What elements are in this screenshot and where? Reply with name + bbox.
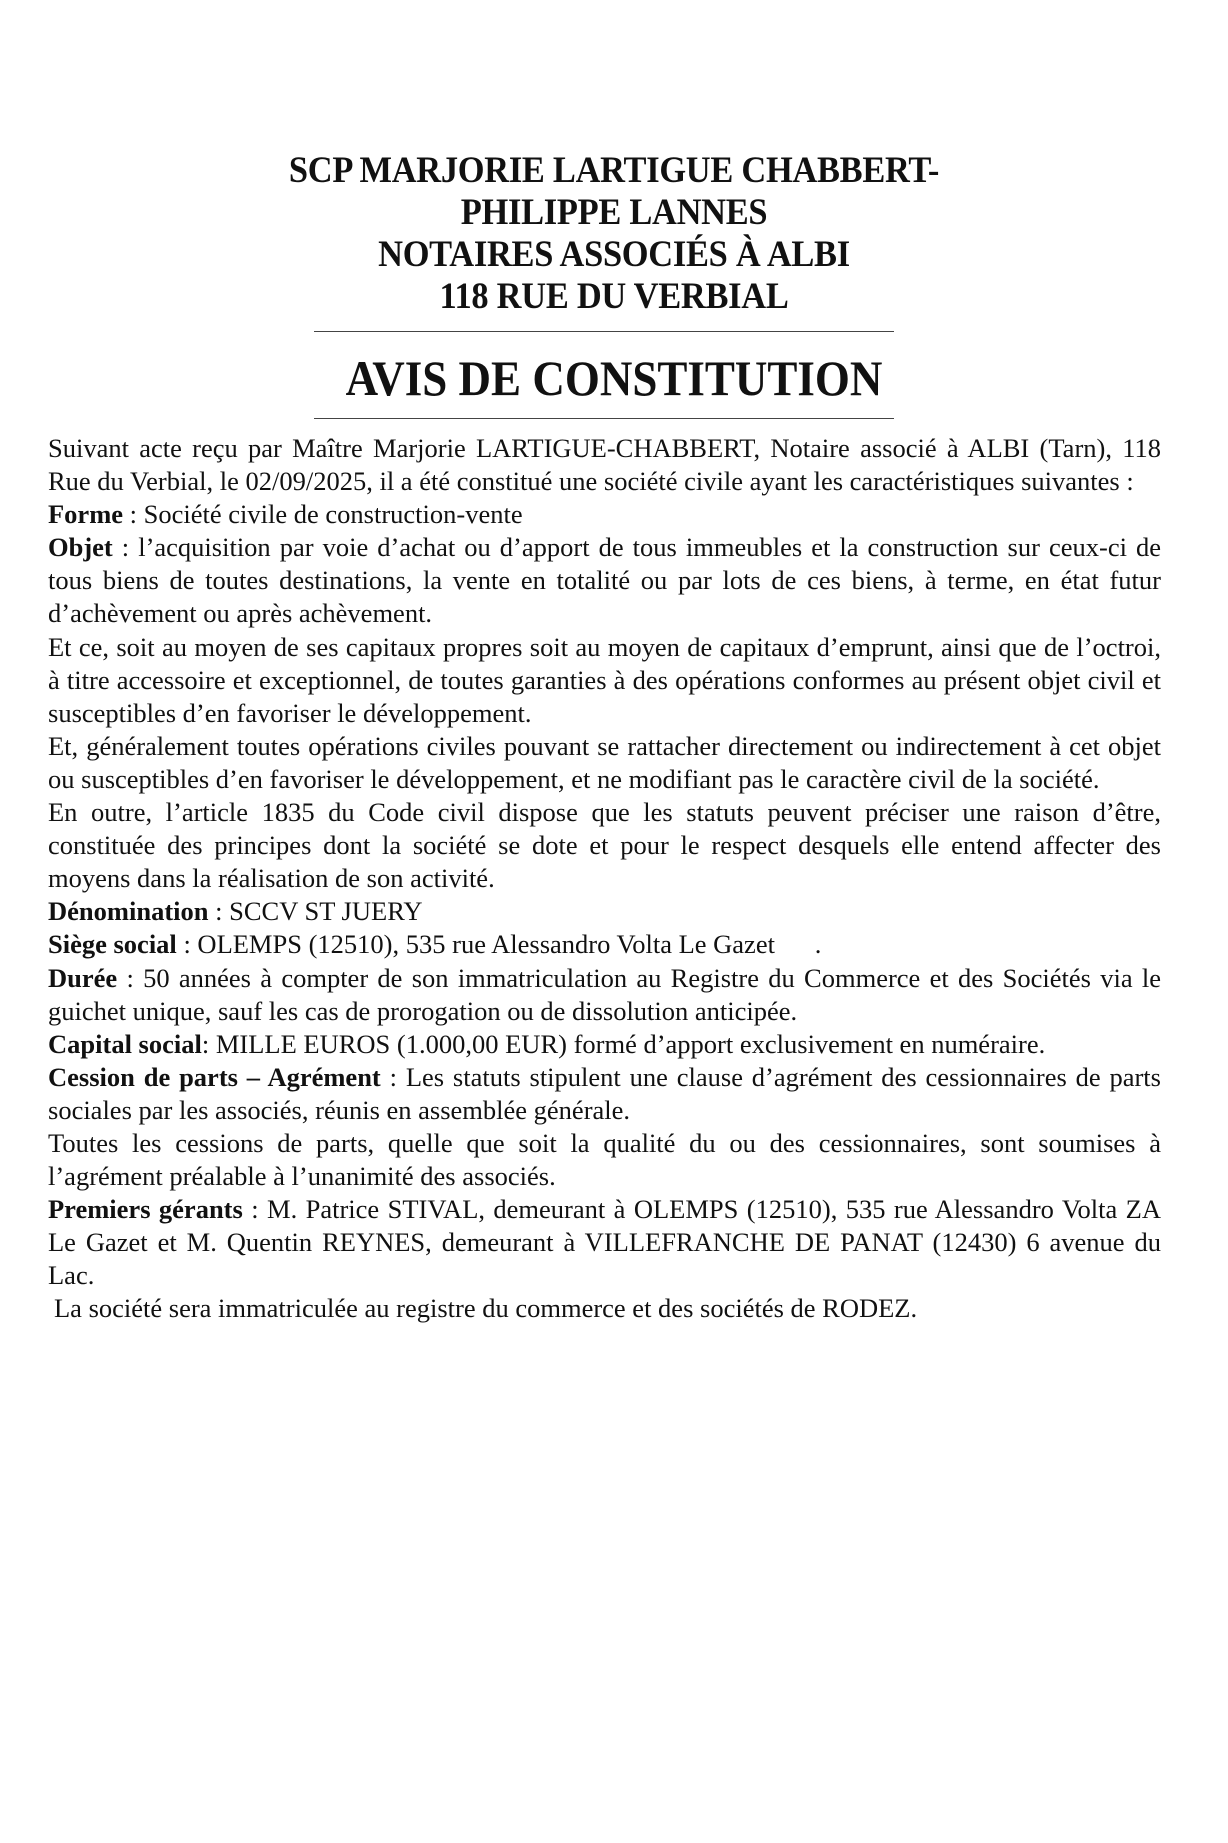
denomination-paragraph: [48, 895, 1161, 928]
notary-firm-address: 118 RUE DU VERBIAL: [439, 276, 789, 317]
forme-label: Forme: [48, 499, 124, 530]
notary-header: [0, 150, 1228, 318]
forme-value: : Société civile de construction-vente: [123, 499, 523, 530]
gerants-label: Premiers gérants: [48, 1194, 243, 1225]
denomination-value: : SCCV ST JUERY: [208, 896, 423, 927]
header-divider-top: [314, 331, 894, 332]
gerants-paragraph: [48, 1193, 1161, 1292]
objet-general-paragraph: Et, généralement toutes opérations civiles pouvant se rattacher directement ou indirectement à cet objet ou susceptibles d’en favoriser le développement, et ne modifiant pas le caractère civil de la société.: [48, 730, 1161, 794]
capital-paragraph: [48, 1028, 1161, 1061]
gerants-value: : M. Patrice STIVAL, demeurant à OLEMPS (12510), 535 rue Alessandro Volta ZA Le Gazet et M. Quentin REYNES, demeurant à VILLEFRANCHE DE PANAT (12430) 6 avenue du Lac.: [48, 1194, 1162, 1291]
capital-value: : MILLE EUROS (1.000,00 EUR) formé d’apport exclusivement en numéraire.: [201, 1028, 1046, 1059]
objet-value: : l’acquisition par voie d’achat ou d’apport de tous immeubles et la construction sur ceux-ci de tous biens de toutes destinations, la vente en totalité ou par lots de ces biens, à terme, en état futur d’achèvement ou après achèvement.: [48, 532, 1161, 629]
objet-financing-paragraph: Et ce, soit au moyen de ses capitaux propres soit au moyen de capitaux d’emprunt, ainsi que de l’octroi, à titre accessoire et exceptionnel, de toutes garanties à des opérations conformes au présent objet civil et susceptibles d’en favoriser le développement.: [48, 631, 1161, 728]
siege-value: : OLEMPS (12510), 535 rue Alessandro Volta Le Gazet .: [176, 929, 822, 960]
header-divider-bottom: [314, 418, 894, 419]
raison-detre-paragraph: En outre, l’article 1835 du Code civil dispose que les statuts peuvent préciser une raison d’être, constituée des principes dont la société se dote et pour le respect desquels elle entend affecter des moyens dans la réalisation de son activité.: [48, 797, 1161, 894]
notary-firm-name-line-2: PHILIPPE LANNES: [460, 192, 768, 233]
cession-value: : Les statuts stipulent une clause d’agrément des cessionnaires de parts sociales par les associés, réunis en assemblée générale.: [48, 1061, 1161, 1125]
notice-body: [48, 432, 1161, 1326]
intro-paragraph: Suivant acte reçu par Maître Marjorie LARTIGUE-CHABBERT, Notaire associé à ALBI (Tarn), 118 Rue du Verbial, le 02/09/2025, il a été constitué une société civile ayant les caractéristiques suivantes :: [48, 433, 1161, 497]
closing-paragraph: La société sera immatriculée au registre du commerce et des sociétés de RODEZ.: [54, 1293, 918, 1324]
capital-label: Capital social: [48, 1028, 202, 1059]
duree-value: : 50 années à compter de son immatriculation au Registre du Commerce et des Sociétés via le guichet unique, sauf les cas de prorogation ou de dissolution anticipée.: [48, 962, 1161, 1026]
denomination-label: Dénomination: [48, 896, 209, 927]
notary-firm-location: NOTAIRES ASSOCIÉS À ALBI: [378, 234, 850, 275]
duree-label: Durée: [48, 962, 118, 993]
cession-label: Cession de parts – Agrément: [48, 1061, 381, 1092]
forme-paragraph: [48, 498, 1161, 531]
siege-paragraph: [48, 928, 1161, 961]
objet-paragraph: [48, 531, 1161, 630]
notice-title: AVIS DE CONSTITUTION: [345, 350, 883, 406]
siege-label: Siège social: [48, 929, 177, 960]
objet-label: Objet: [48, 532, 113, 563]
cession-detail-paragraph: Toutes les cessions de parts, quelle que soit la qualité du ou des cessionnaires, sont soumises à l’agrément préalable à l’unanimité des associés.: [48, 1127, 1161, 1192]
cession-paragraph: [48, 1061, 1161, 1127]
notary-firm-name-line-1: SCP MARJORIE LARTIGUE CHABBERT-: [288, 150, 940, 191]
duree-paragraph: [48, 962, 1161, 1028]
